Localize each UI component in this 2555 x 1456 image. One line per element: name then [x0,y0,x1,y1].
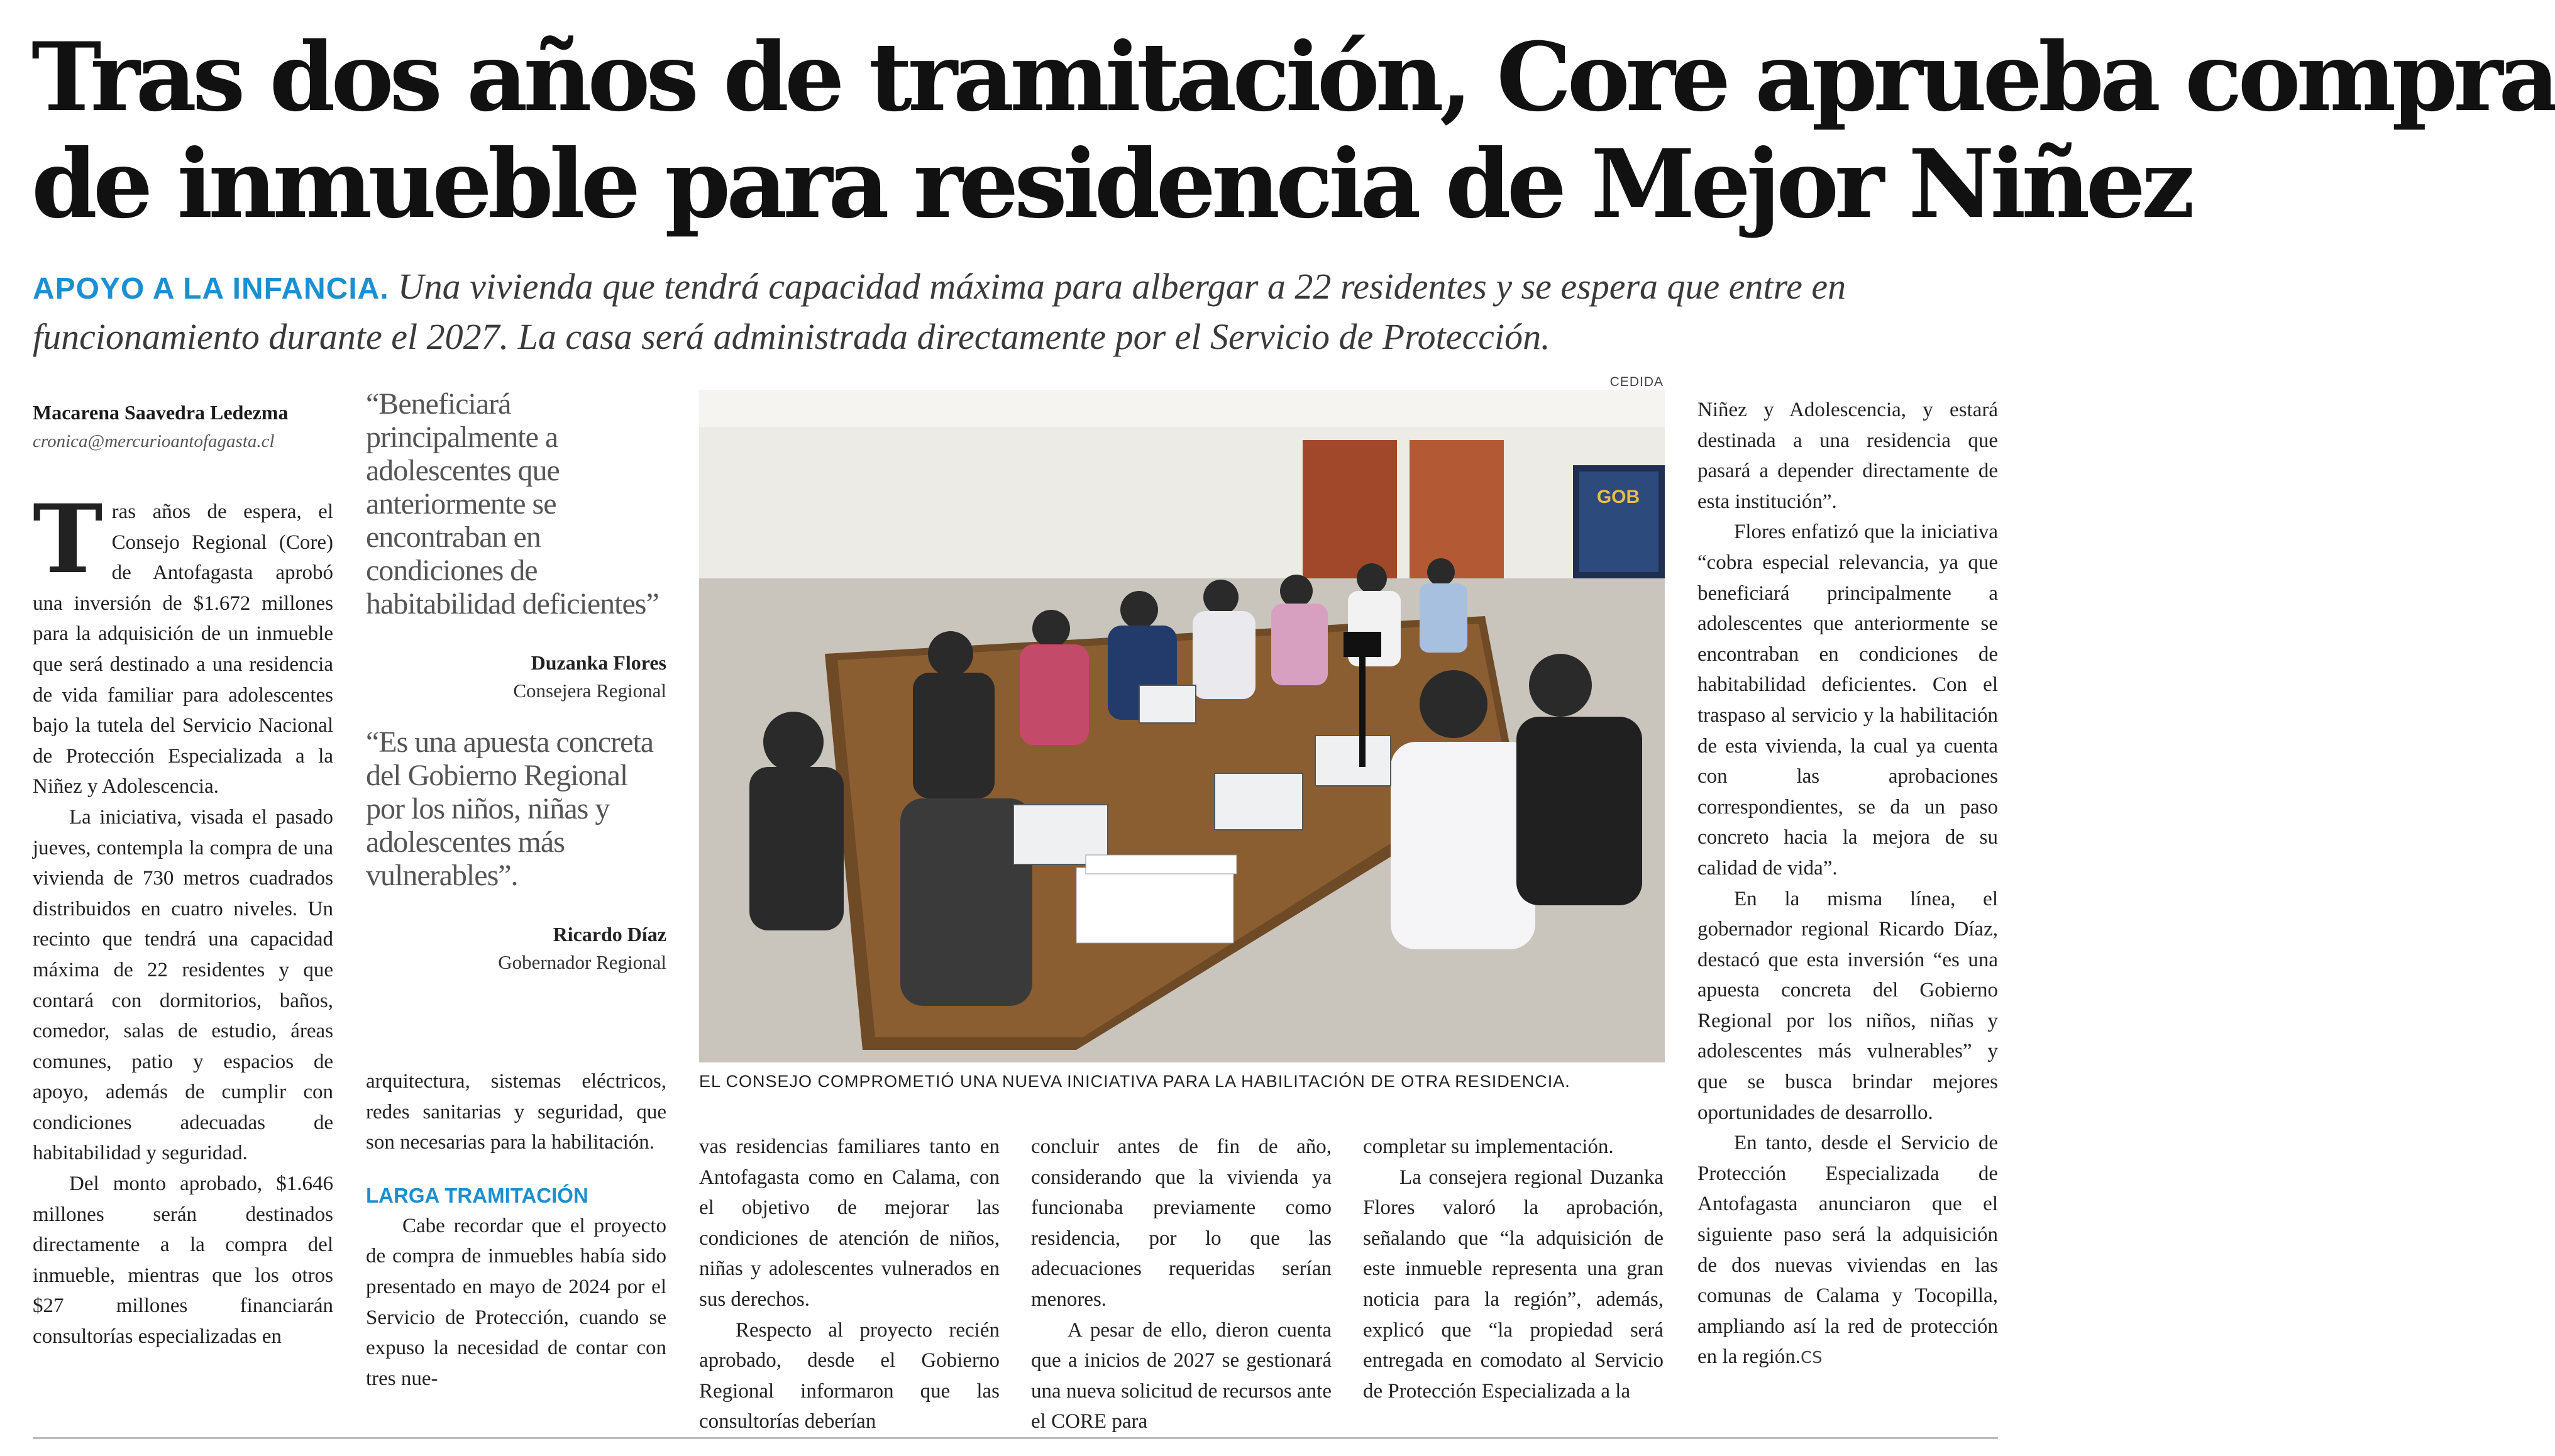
paragraph-8: concluir antes de fin de año, considerando que la vivienda ya funcionaba previamente como residencia, por lo que las adecuaciones requeridas serían menores. [1031,1135,1332,1311]
deck-line-1 [33,263,1982,313]
pull-quote-2 [366,725,666,976]
paragraph-1 [33,484,333,802]
deck-kicker: APOYO A LA INFANCIA. [33,272,389,306]
paragraph-7: Respecto al proyecto recién aprobado, desde el Gobierno Regional informaron que las consultorías deberían [699,1318,1000,1433]
pull-quote-1-name: Duzanka Flores [531,651,666,674]
column-1 [33,484,333,1352]
column-2 [366,1066,666,1394]
pull-quote-2-text: “Es una apuesta concreta del Gobierno Regional por los niños, niñas y adolescentes más vulnerables”. [366,725,654,892]
meeting-photo-illustration [699,390,1665,1062]
subhead: LARGA TRAMITACIÓN [366,1183,588,1207]
photo [699,390,1665,1062]
column-4 [1031,1132,1332,1437]
headline [31,22,2555,240]
paragraph-1-text: ras años de espera, el Consejo Regional (Core) de Antofagasta aprobó una inversión de $1.672 millones para la adquisición de un inmueble que será destinado a una residencia de vida familiar para adolescentes bajo la tutela del Servicio Nacional de Protección Especializada a la Niñez y Adolescencia. [33,500,333,798]
column-6 [1697,395,1998,1374]
paragraph-3: Del monto aprobado, $1.646 millones serán destinados directamente a la compra del inmueble, mientras que los otros $27 millones financiarán consultorías especializadas en [33,1172,333,1348]
pull-quote-2-name: Ricardo Díaz [553,923,666,946]
screen-label: GOB [1596,487,1640,507]
paragraph-2: La iniciativa, visada el pasado jueves, contempla la compra de una vivienda de 730 metros cuadrados distribuidos en cuatro niveles. Un recinto que tendrá una capacidad máxima de 22 residentes y que contará con dormitorios, baños, comedor, salas de estudio, áreas comunes, patio y espacios de apoyo, además de cumplir con condiciones adecuadas de habitabilidad y seguridad. [33,805,333,1165]
paragraph-5: Cabe recordar que el proyecto de compra de inmuebles había sido presentado en mayo de 2024 por el Servicio de Protección, cuando se expuso la necesidad de contar con tres nue- [366,1214,666,1390]
author-name: Macarena Saavedra Ledezma [33,401,289,424]
paragraph-15 [1697,1128,1998,1374]
headline-line-2: de inmueble para residencia de Mejor Niñez [31,129,2191,240]
deck-line-2: funcionamiento durante el 2027. La casa será administrada directamente por el Servicio de Protección. [33,316,1550,357]
photo-caption: EL CONSEJO COMPROMETIÓ UNA NUEVA INICIATIVA PARA LA HABILITACIÓN DE OTRA RESIDENCIA. [699,1072,1570,1091]
paragraph-14: En la misma línea, el gobernador regional Ricardo Díaz, destacó que esta inversión “es una apuesta concreta del Gobierno Regional por los niños, niñas y adolescentes más vulnerables” y que se busca brindar mejores oportunidades de desarrollo. [1697,887,1998,1124]
paragraph-15-text: En tanto, desde el Servicio de Protección Especializada de Antofagasta anunciaron que el siguiente paso será la adquisición de dos nuevas viviendas en las comunas de Calama y Tocopilla, ampliando así la red de protección en la región. [1697,1132,1998,1369]
byline [33,397,347,455]
deck-text-1: Una vivienda que tendrá capacidad máxima para albergar a 22 residentes y se espera que entre en [397,266,1846,307]
pull-quote-1-text: “Beneficiará principalmente a adolescentes que anteriormente se encontraban en condiciones de habitabilidad deficientes” [366,387,659,620]
bottom-rule [33,1437,1998,1439]
deck [33,263,1982,361]
end-mark-icon: CS [1801,1348,1823,1368]
column-5 [1363,1132,1664,1406]
paragraph-11: La consejera regional Duzanka Flores valoró la aprobación, señalando que “la adquisición de este inmueble representa una gran noticia para la región”, además, explicó que “la propiedad será entregada en comodato al Servicio de Protección Especializada a la [1363,1166,1664,1403]
paragraph-12: Niñez y Adolescencia, y estará destinada a una residencia que pasará a depender directamente de esta institución”. [1697,399,1998,513]
pull-quote-1 [366,387,666,705]
drop-cap: T [33,484,103,595]
paragraph-4: arquitectura, sistemas eléctricos, redes sanitarias y seguridad, que son necesarias para la habilitación. [366,1070,666,1154]
column-3 [699,1132,1000,1437]
pull-quote-1-role: Consejera Regional [513,680,666,702]
pull-quote-2-role: Gobernador Regional [498,951,666,973]
photo-credit: CEDIDA [1609,375,1664,389]
paragraph-13: Flores enfatizó que la iniciativa “cobra especial relevancia, ya que beneficiará principalmente a adolescentes que anteriormente se encontraban en condiciones de habitabilidad deficientes. Con el traspaso al servicio y la habilitación de esta vivienda, la cual ya cuenta con las aprobaciones correspondientes, se da un paso concreto hacia la mejora de su calidad de vida”. [1697,521,1998,880]
paragraph-6: vas residencias familiares tanto en Antofagasta como en Calama, con el objetivo de mejorar las condiciones de atención de niños, niñas y adolescentes vulnerados en sus derechos. [699,1135,1000,1311]
paragraph-10: completar su implementación. [1363,1135,1614,1158]
headline-line-1: Tras dos años de tramitación, Core aprueba compra [31,22,2555,133]
author-email: cronica@mercurioantofagasta.cl [33,431,275,451]
paragraph-9: A pesar de ello, dieron cuenta que a inicios de 2027 se gestionará una nueva solicitud de recursos ante el CORE para [1031,1318,1332,1433]
